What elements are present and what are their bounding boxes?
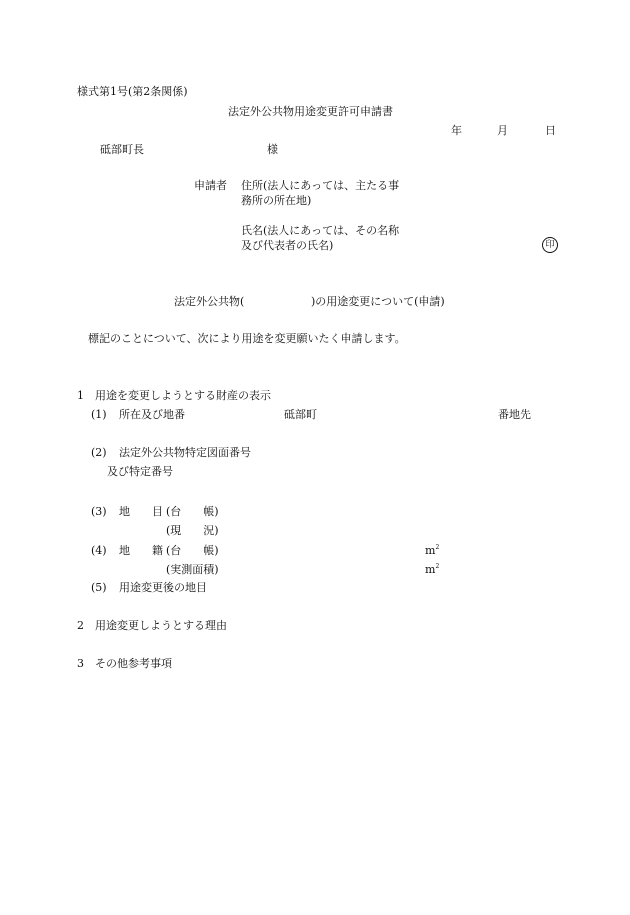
date-day-label: 日 [545, 124, 556, 137]
item-1-number: (1) [91, 408, 107, 421]
item-4-number: (4) [91, 544, 107, 557]
date-year-label: 年 [451, 124, 462, 137]
form-number: 様式第1号(第2条関係) [77, 85, 188, 98]
subject-prefix: 法定外公共物( [174, 295, 245, 308]
applicant-address-line2: 務所の所在地) [241, 194, 312, 207]
section-2-heading: 2 用途変更しようとする理由 [77, 619, 227, 632]
item-3-label: 地 目 [119, 505, 163, 518]
item-4-unit-measured: $m^2$ [425, 563, 440, 576]
section-3-heading: 3 その他参考事項 [77, 657, 172, 670]
item-5-label: 用途変更後の地目 [119, 581, 207, 594]
seal-mark: 印 [542, 237, 558, 253]
item-4-label: 地 籍 [119, 544, 163, 557]
applicant-address-line1: 住所(法人にあっては、主たる事 [241, 179, 400, 192]
item-2-number: (2) [91, 446, 107, 459]
addressee-honorific: 様 [267, 143, 278, 156]
applicant-name-line2: 及び代表者の氏名) [241, 239, 334, 252]
subject-suffix: )の用途変更について(申請) [311, 295, 445, 308]
item-4-unit-ledger: $m^2$ [425, 544, 440, 557]
item-2-label-line2: 及び特定番号 [107, 465, 173, 478]
item-3-number: (3) [91, 505, 107, 518]
addressee-name: 砥部町長 [100, 143, 144, 156]
item-3-sub-ledger: (台 帳) [166, 505, 219, 518]
applicant-label: 申請者 [194, 179, 227, 192]
item-1-suffix: 番地先 [498, 408, 531, 421]
item-4-sub-ledger: (台 帳) [166, 544, 219, 557]
item-1-label: 所在及び地番 [119, 408, 185, 421]
date-month-label: 月 [497, 124, 508, 137]
item-1-town: 砥部町 [284, 408, 317, 421]
document-title: 法定外公共物用途変更許可申請書 [228, 105, 393, 118]
item-5-number: (5) [91, 581, 107, 594]
section-1-heading: 1 用途を変更しようとする財産の表示 [77, 389, 271, 402]
item-4-sub-measured: (実測面積) [166, 563, 219, 576]
item-3-sub-actual: (現 況) [166, 524, 219, 537]
intro-text: 標記のことについて、次により用途を変更願いたく申請します。 [88, 332, 406, 345]
applicant-name-line1: 氏名(法人にあっては、その名称 [241, 224, 400, 237]
item-2-label-line1: 法定外公共物特定図面番号 [119, 446, 251, 459]
